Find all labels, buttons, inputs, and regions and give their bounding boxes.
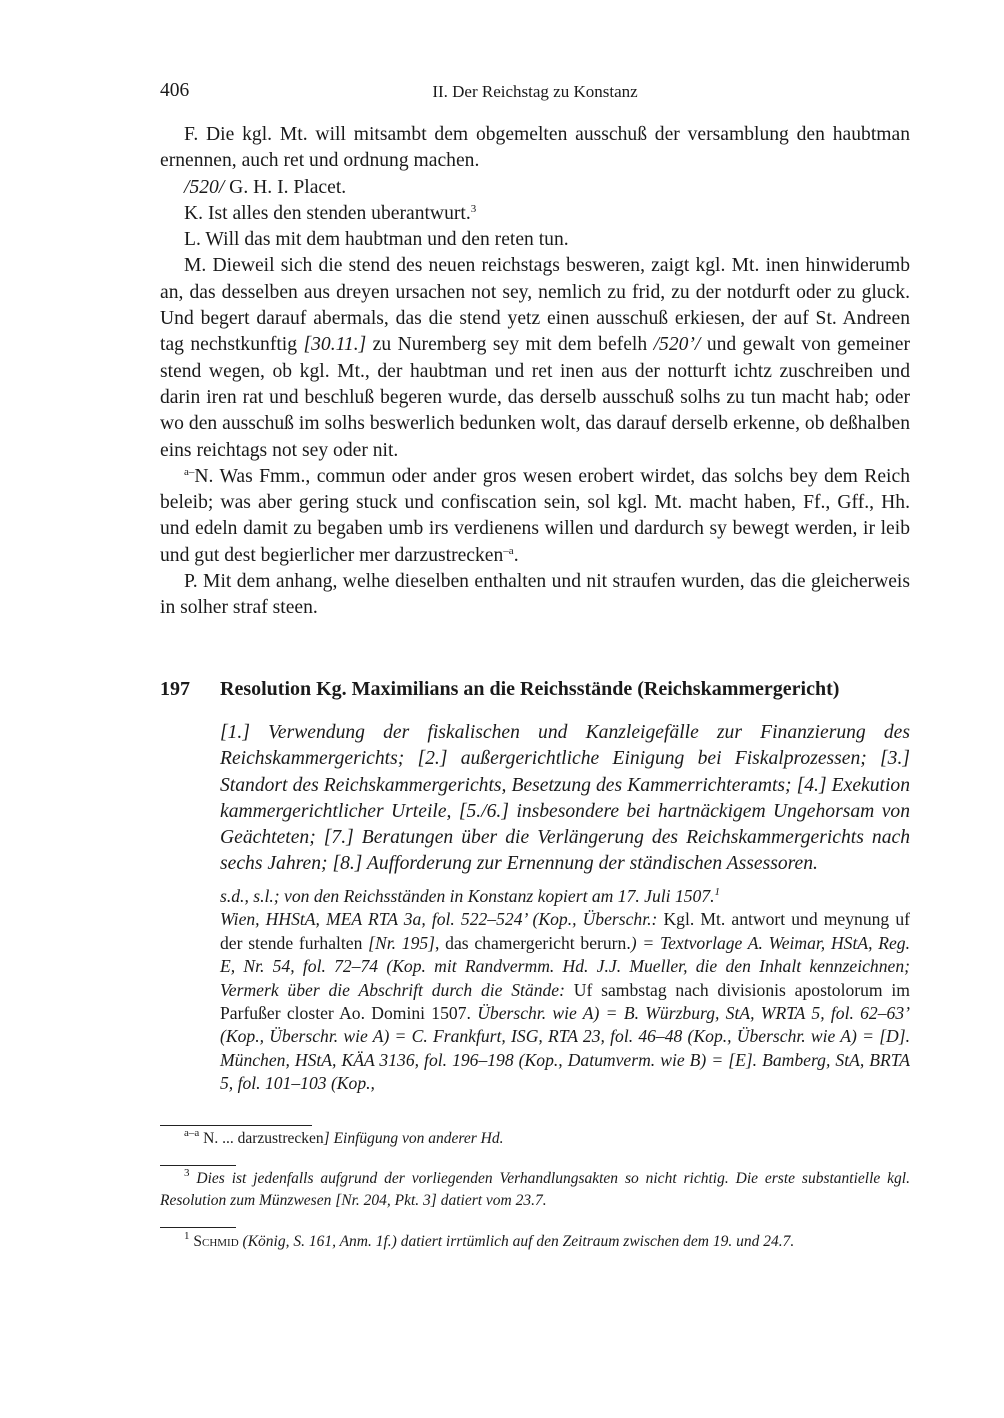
document-title: Resolution Kg. Maximilians an die Reichsstände (Reichskammergericht) (220, 678, 840, 700)
paragraph-l: L. Will das mit dem haubtman und den reten tun. (184, 229, 569, 251)
folio-marker: /520/ (184, 176, 225, 198)
running-title: II. Der Reichstag zu Konstanz (432, 82, 638, 101)
footnote-1: $^1$ Schmid (König, S. 161, Anm. 1f.) datiert irrtümlich auf den Zeitraum zwischen dem 19. und 24.7. (184, 1230, 795, 1250)
document-number: 197 (160, 678, 190, 700)
footnote-ref-3[interactable]: 3 (470, 202, 477, 215)
paragraph-ghi: /520/ G. H. I. Placet. (184, 176, 347, 198)
paragraph-p: P. Mit dem anhang, welhe dieselben enthalten und nit straufen wurden, das die gleicherweis in solher straf steen. (160, 571, 910, 619)
footnote-divider (160, 1125, 312, 1126)
page-header (160, 80, 910, 108)
paragraph-k: K. Ist alles den stenden uberantwurt.$^3$ (184, 202, 477, 224)
dating-line: s.d., s.l.; von den Reichsständen in Konstanz kopiert am 17. Juli 1507.$^1$ (220, 886, 721, 906)
main-text (160, 122, 910, 622)
footnote-divider (160, 1165, 236, 1166)
paragraph-m: M. Dieweil sich die stend des neuen reichstags besweren, zaigt kgl. Mt. inen hinwiderumb an, das desselben aus dreyen ursachen not sey, nemlich zu frid, zu der notdurft oder zu gluck. Und begert darauf abermals, das die stend yetz einen ausschuß erkiesen, der auf St. Andreen tag nechstkunftig [30.11.] zu Nuremberg sey mit dem befelh /520’/ und gewalt von gemeiner stend wegen, ob kgl. Mt., der haubtman und ret inen aus der notturft ichtz zuschreiben und darin iren rat und beschluß begeren wurde, das derselb ausschuß solhs zu tun macht hab; oder wo den ausschuß im solhs beswerlich bedunken wolt, das darauf derselb erkenne, ob deßhalben eins reichtags not sey oder nit. (160, 255, 911, 461)
page-number: 406 (160, 80, 190, 101)
footnote-ref-1[interactable]: 1 (714, 886, 721, 898)
paragraph-n: $^{a-}$N. Was Fmm., commun oder ander gros wesen erobert wirdet, das solchs bey dem Reich beleib; was aber gering stuck und confiscation sein, sol kgl. Mt. macht haben, Ff., Gff., Hh. und edeln damit zu begaben umb irs verdienens willen und dardurch sy bewegt werden, ir leib und gut dest begierlicher mer darzustrecken$^{-a}$. (160, 465, 910, 566)
paragraph-f: F. Die kgl. Mt. will mitsambt dem obgemelten ausschuß der versamblung den haubtman ernennen, auch ret und ordnung machen. (160, 124, 910, 172)
folio-marker: /520’/ (653, 334, 701, 356)
footnote-3: $^3$ Dies ist jedenfalls aufgrund der vorliegenden Verhandlungsakten so nicht richtig. Die erste substantielle kgl. Resolution zum Münzwesen [Nr. 204, Pkt. 3] datiert vom 23.7. (160, 1167, 910, 1209)
footnote-a: $^{a-a}$ N. ... darzustrecken] Einfügung von anderer Hd. (184, 1127, 504, 1147)
document-regest: [1.] Verwendung der fiskalischen und Kanzleigefälle zur Finanzierung des Reichskammergerichts; [2.] außergerichtliche Einigung bei Fiskalprozessen; [3.] Standort des Reichskammergerichts, Besetzung des Kammerrichteramts; [4.] Exekution kammergerichtlicher Urteile, [5./6.] insbesondere bei hartnäckigem Ungehorsam von Geächteten; [7.] Beratungen über die Verlängerung des Reichskammergerichts nach sechs Jahren; [8.] Aufforderung zur Ernennung der ständischen Assessoren. (220, 722, 910, 875)
footnote-ref-a-open[interactable]: a– (184, 465, 195, 478)
source-apparatus (220, 885, 910, 1096)
source-description: Wien, HHStA, MEA RTA 3a, fol. 522–524’ (Kop., Überschr.: Kgl. Mt. antwort und meynung uf der stende furhalten [Nr. 195], das chamergericht berurn.) = Textvorlage A. Weimar, HStA, Reg. E, Nr. 54, fol. 72–74 (Kop. mit Randvermm. Hd. J.J. Mueller, die den Inhalt kennzeichnen; Vermerk über die Abschrift durch die Stände: Uf sambstag nach divisionis apostolorum im Parfußer closter Ao. Domini 1507. Überschr. wie A) = B. Würzburg, StA, WRTA 5, fol. 62–63’ (Kop., Überschr. wie A) = C. Frankfurt, ISG, RTA 23, fol. 46–48 (Kop., Überschr. wie A) = [D]. München, HStA, KÄA 3136, fol. 196–198 (Kop., Datumverm. wie B) = [E]. Bamberg, StA, BRTA 5, fol. 101–103 (Kop., (220, 909, 910, 1094)
date-annotation: [30.11.] (303, 334, 367, 356)
footnote-divider (160, 1227, 236, 1228)
footnote-ref-a-close[interactable]: –a (503, 544, 514, 557)
